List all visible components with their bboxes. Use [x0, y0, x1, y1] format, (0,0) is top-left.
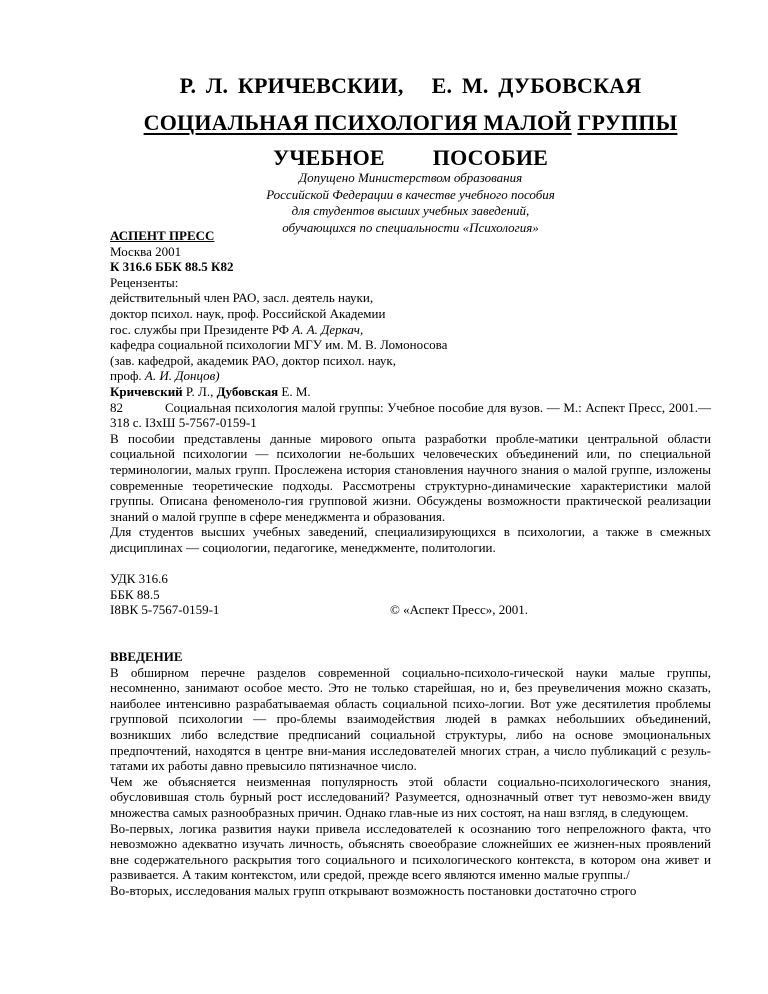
- document-body: [110, 228, 711, 899]
- biblio-author-1: Кричевский: [110, 383, 183, 399]
- biblio-number: 82: [110, 399, 123, 415]
- ministry-approval: [110, 170, 711, 236]
- copyright-notice: © «Аспект Пресс», 2001.: [390, 602, 529, 618]
- book-title-part2: ГРУППЫ: [577, 110, 678, 135]
- bbk-code: ББК 88.5: [110, 586, 160, 602]
- book-title: [110, 110, 711, 136]
- intro-heading: ВВЕДЕНИЕ: [110, 649, 183, 665]
- reviewer-gos-text: гос. службы при Президенте РФ: [110, 321, 293, 337]
- biblio-desc-2: 2001.— 318 с. ІЗхШ 5-7567-0159-1: [110, 399, 711, 431]
- biblio-author-2: Дубовская: [216, 383, 279, 399]
- reviewer-line: кафедра социальной психологии МГУ им. М. В. Ломоносова: [110, 337, 448, 353]
- reviewer-derkach: А. А. Деркач,: [292, 321, 364, 337]
- reviewer-line: действительный член РАО, засл. деятель науки,: [110, 290, 374, 306]
- intro-paragraph-3: Во-первых, логика развития науки привела исследователей к осознанию того непреложного факта, что невозможно адекватно изучать личность, объяснять своеобразие сложнейших ее жизнен-ных проявлений вне содержательного раскрытия того социального и психологического контекста, в котором она живет и развивается. А таким контекстом, или средой, прежде всего являются именно малые группы./: [110, 820, 711, 883]
- approval-line: для студентов высших учебных заведений,: [291, 203, 530, 218]
- author-dubovskaya: Е. М. ДУБОВСКАЯ: [431, 73, 642, 98]
- isbn-row: [110, 602, 711, 618]
- subtitle-word1: УЧЕБНОЕ: [272, 145, 385, 170]
- reviewers-label: Рецензенты:: [110, 274, 179, 290]
- reviewer-dontsov: А. И. Донцов): [144, 368, 220, 384]
- intro-paragraph-2: Чем же объясняется неизменная популярность этой области социально-психологического знания, обусловившая столь бурный рост исследований? Разумеется, однозначный ответ тут невозмо-жен ввиду множества самых разнообразных причин. Однако глав-ные из них состоят, на наш взгляд, в следующем.: [110, 773, 711, 820]
- publisher-name: АСПЕНТ ПРЕСС: [110, 228, 215, 243]
- city-year: Москва 2001: [110, 243, 182, 259]
- reviewer-line: [110, 322, 711, 338]
- approval-line: обучающихся по специальности «Психология»: [282, 219, 539, 235]
- reviewer-line: (зав. кафедрой, академик РАО, доктор психол. наук,: [110, 352, 396, 368]
- book-subtitle: [110, 145, 711, 171]
- biblio-author-2-initials: Е. М.: [278, 383, 311, 399]
- biblio-author-1-initials: Р. Л.,: [182, 383, 217, 399]
- isbn-code: I8ВК 5-7567-0159-1: [110, 602, 220, 618]
- reviewer-line: доктор психол. наук, проф. Российской Академии: [110, 305, 386, 321]
- udk-code: УДК 316.6: [110, 571, 168, 587]
- audience-paragraph: Для студентов высших учебных заведений, специализирующихся в психологии, а также в смежных дисциплинах — социологии, педагогике, менеджменте, политологии.: [110, 524, 711, 555]
- intro-paragraph-4: Во-вторых, исследования малых групп открывают возможность постановки достаточно строго: [110, 882, 637, 898]
- author-krichevsky: Р. Л. КРИЧЕВСКИИ,: [179, 73, 404, 98]
- approval-line: Российской Федерации в качестве учебного пособия: [266, 186, 555, 202]
- authors-line: [110, 73, 711, 99]
- annotation-paragraph: В пособии представлены данные мирового опыта разработки пробле-матики центральной области социальной психологии — психологии не-больших человеческих объединений или, по специальной терминологии, малых групп. Прослежена история становления научного знания о малой группе, изложены современные теоретические подходы. Рассмотрены структурно-динамические характеристики малой группы. Описана феноменоло-гия групповой жизни. Обсуждены возможности практической реализации знаний о малой группе в сфере менеджмента и образования.: [110, 430, 711, 524]
- biblio-authors: [110, 384, 711, 400]
- biblio-desc-1: Социальная психология малой группы: Учебное пособие для вузов. — М.: Аспект Пресс,: [165, 399, 666, 415]
- classification-codes: К 316.6 ББК 88.5 К82: [110, 259, 234, 275]
- reviewer-prof-text: проф.: [110, 368, 145, 384]
- reviewer-line: [110, 368, 711, 384]
- book-title-part1: СОЦИАЛЬНАЯ ПСИХОЛОГИЯ МАЛОЙ: [143, 110, 572, 135]
- approval-line: Допущено Министерством образования: [298, 170, 523, 185]
- intro-paragraph-1: В обширном перечне разделов современной социально-психоло-гической науки малые группы, несомненно, занимают особое место. Это не только старейшая, но и, без преувеличения можно сказать, наиболее интенсивно разрабатываемая область социальной психо-логии. Вот уже десятилетия проблемы групповой психологии — про-блемы взаимодействия людей в рамках небольшиих объединений, возникших либо вследствие предписаний социальной структуры, либо на основе эмоциональных предпочтений, находятся в центре вни-мания исследователей многих стран, а число публикаций с резуль-татами их работы давно превысило пятизначное число.: [110, 664, 711, 774]
- biblio-description: [110, 400, 711, 431]
- subtitle-word2: ПОСОБИЕ: [432, 145, 549, 170]
